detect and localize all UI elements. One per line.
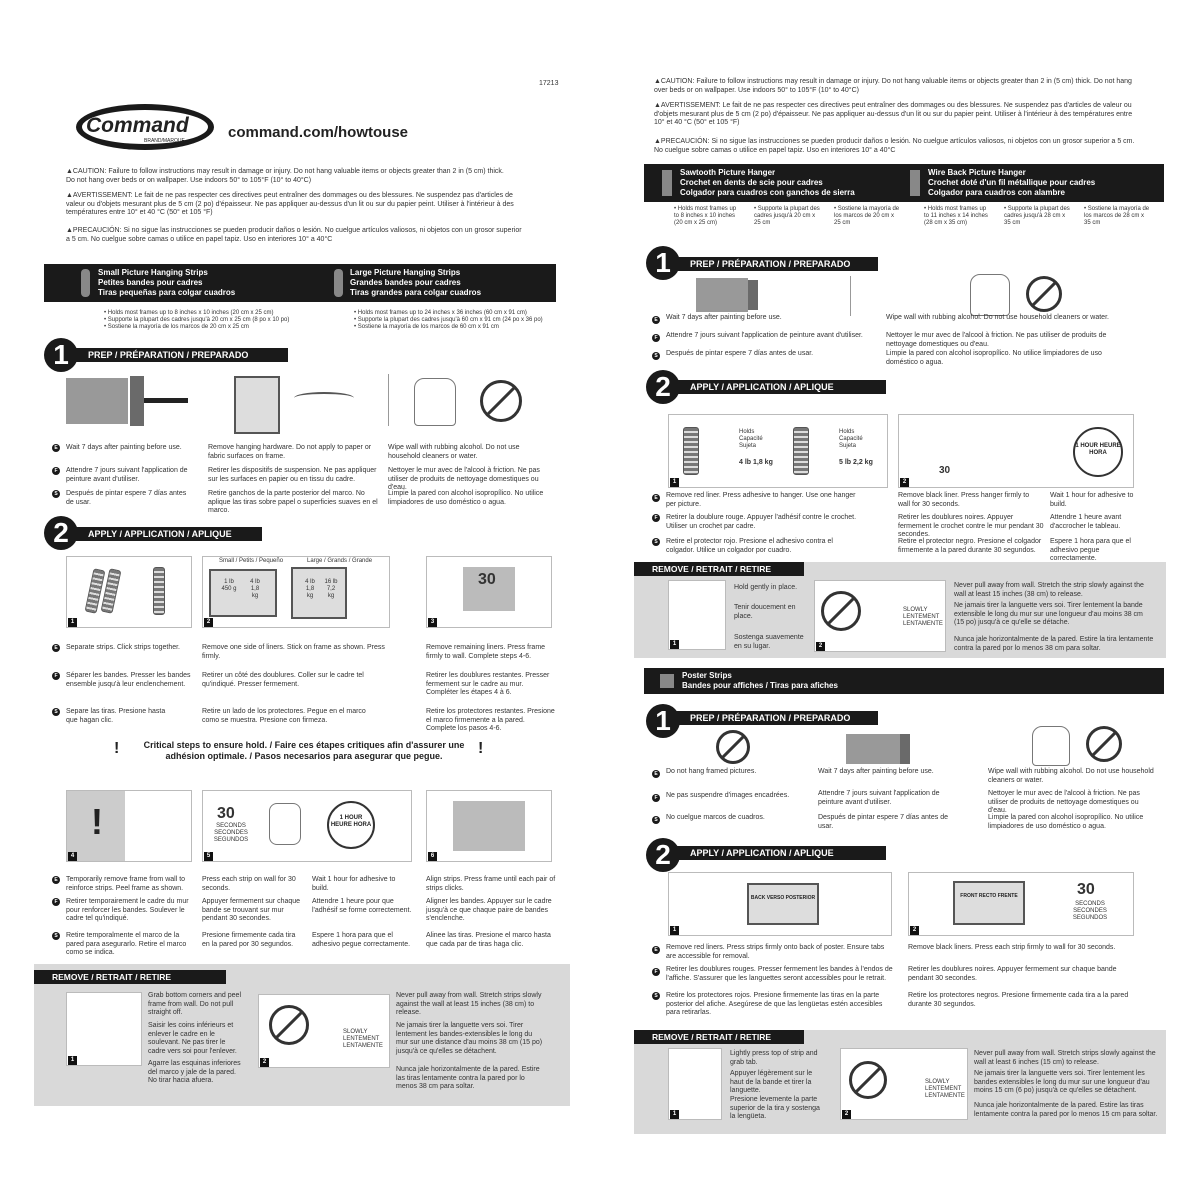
poster-apply-2-fr: Retirer les doublures noires. Appuyer fermement sur chaque bande pendant 30 secondes. <box>908 966 1117 982</box>
wipe-hand-icon <box>970 274 1010 316</box>
roller-handle <box>144 398 188 403</box>
wire-es: Colgador para cuadros con alambre <box>928 188 1065 197</box>
hanger-1-es: Retire el protector rojo. Presione el adhesivo contra el colgador. Utilice un colgador por cuadro. <box>666 538 833 554</box>
poster-prep-2-es: Después de pintar espere 7 días antes de usar. <box>818 814 948 830</box>
apply-2-fr: Retirer un côté des doublures. Coller sur le cadre tel qu'indiqué. Presser fermement. <box>202 672 364 688</box>
holds-label: Holds Capacité Sujeta <box>839 429 863 449</box>
caution-fr: ▲AVERTISSEMENT: Le fait de ne pas respecter ces directives peut entraîner des dommages ou des blessures. Ne suspendez pas d'articles de valeur ou d'objets mesurant plus de 5 cm (2 po) d'épaisseur. Ne pas appliquer au-dessus d'un lit ou sur du papier peint. Utiliser à l'intérieur à des températures entre 10° et 40 °C (50° et 105 °F) <box>654 102 1133 126</box>
en-marker: E <box>652 946 660 954</box>
remove-2-fr: Ne jamais tirer la languette vers soi. Tirer lentement les bandes-extensibles le long du mur sur une distance d'au moins 38 cm (15 po) jusqu'à ce qu'elles se détachent. <box>396 1022 543 1055</box>
one-hour-badge: 1 HOUR HEURE HORA <box>327 801 375 849</box>
en-marker: E <box>652 494 660 502</box>
thirty-number: 30 <box>217 805 235 822</box>
hanger-apply-panel-1: Holds Capacité Sujeta 4 lb 1,8 kg Holds Capacité Sujeta 5 lb 2,2 kg 1 <box>668 414 888 488</box>
hanger-remove-panel-1: 1 <box>668 580 726 650</box>
step-1-circle: 1 <box>646 246 680 280</box>
hanger-1-en: Remove red liner. Press adhesive to hanger. Use one hanger per picture. <box>666 492 856 508</box>
poster-apply-2-es: Retire los protectores negros. Presione firmemente cada tira a la pared durante 30 segundos. <box>908 992 1129 1008</box>
sawtooth-spec-2: • Supporte la plupart des cadres jusqu'à 20 cm x 25 cm <box>754 206 820 226</box>
hanger-remove-header: REMOVE / RETRAIT / RETIRE <box>634 562 804 576</box>
step-1-circle: 1 <box>44 338 78 372</box>
poster-prep-2-fr: Attendre 7 jours suivant l'application de peinture avant d'utiliser. <box>818 790 940 806</box>
logo-subtext: BRAND/MARQUE <box>144 138 185 144</box>
wire-spec-1: • Holds most frames up to 11 inches x 14 inches (28 cm x 35 cm) <box>924 206 988 226</box>
poster-en: Poster Strips <box>682 671 732 680</box>
apply-panel-2: Small / Petits / Pequeño Large / Grands / Grande 1 lb 450 g 4 lb 1,8 kg 4 lb 1,8 kg 16 lb 7,2 kg 2 <box>202 556 390 628</box>
prep-1-fr: Attendre 7 jours suivant l'application de peinture avant d'utiliser. <box>66 467 188 483</box>
hanger-2-es: Retire el protector negro. Presione el colgador firmemente a la pared durante 30 segundos. <box>898 538 1042 554</box>
small-spec-3: • Sostiene la mayoría de los marcos de 20 cm x 25 cm <box>104 324 249 330</box>
prep-a-fr: Attendre 7 jours suivant l'application de peinture avant d'utiliser. <box>666 332 863 339</box>
slowly-label: SLOWLY LENTEMENT LENTAMENTE <box>903 607 943 627</box>
prep-2-fr: Retirer les dispositifs de suspension. Ne pas appliquer sur les surfaces en papier ou en tissu du cadre. <box>208 467 377 483</box>
poster-apply-1-en: Remove red liners. Press strips firmly onto back of poster. Ensure tabs are accessible for removal. <box>666 944 885 960</box>
logo-text: Command <box>86 114 189 137</box>
no-frame-icon <box>716 730 750 764</box>
thirty-number: 30 <box>478 571 496 588</box>
poster-prep-2-en: Wait 7 days after painting before use. <box>818 768 934 775</box>
poster-remove-2-fr: Ne jamais tirer la languette vers soi. Tirer lentement les bandes extensibles le long du mur sur une longueur d'au moins 15 cm (6 po) jusqu'à ce qu'elles se détachent. <box>974 1070 1150 1094</box>
apply-3-en: Remove remaining liners. Press frame firmly to wall. Complete steps 4-6. <box>426 644 546 660</box>
slowly-label: SLOWLY LENTEMENT LENTAMENTE <box>343 1029 383 1049</box>
hanger-remove-panel-2: SLOWLY LENTEMENT LENTAMENTE 2 <box>814 580 946 652</box>
apply-panel-1: 1 <box>66 556 192 628</box>
divider <box>850 276 851 316</box>
remove-1-es: Agarre las esquinas inferiores del marco y jale de la pared. No tirar hacia afuera. <box>148 1060 241 1084</box>
large-capacity-1: 4 lb 1,8 kg <box>305 579 315 599</box>
poster-apply-panel-2: FRONT RECTO FRENTE 30 SECONDS SECONDES SEGUNDOS 2 <box>908 872 1134 936</box>
poster-product-bar <box>644 668 1164 694</box>
seconds-label: SECONDS SECONDES SEGUNDOS <box>1072 901 1108 921</box>
step-2-circle: 2 <box>646 838 680 872</box>
crit-4-fr: Retirer temporairement le cadre du mur pour renforcer les bandes. Soulever le cadre tel qu'indiqué. <box>66 898 189 922</box>
paint-roller-icon <box>900 734 910 764</box>
critical-panel-5: 30 SECONDS SECONDES SEGUNDOS 1 HOUR HEURE HORA 5 <box>202 790 412 862</box>
product-code: 17213 <box>539 80 559 87</box>
hanger-3-es: Espere 1 hora para que el adhesivo pegue correctamente. <box>1050 538 1131 562</box>
prep-a-es: Después de pintar espere 7 días antes de usar. <box>666 350 814 357</box>
wipe-hand-icon <box>414 378 456 426</box>
step-1-header: PREP / PRÉPARATION / PREPARADO <box>672 257 878 271</box>
crit-5-fr: Appuyer fermement sur chaque bande se trouvant sur mur pendant 30 secondes. <box>202 898 301 922</box>
poster-apply-1-fr: Retirer les doublures rouges. Presser fermement les bandes à l'endos de l'affiche. S'assurer que les languettes seront accessibles pour le retrait. <box>666 966 893 982</box>
back-label: BACK VERSO POSTERIOR <box>747 883 819 925</box>
poster-remove-panel-1: 1 <box>668 1048 722 1120</box>
step-1-circle: 1 <box>646 704 680 738</box>
en-marker: E <box>52 876 60 884</box>
prep-3-fr: Nettoyer le mur avec de l'alcool à friction. Ne pas utiliser de produits de nettoyage domestiques ou d'eau. <box>388 467 540 491</box>
poster-remove-1-es: Presione levemente la parte superior de la tira y sostenga la lengüeta. <box>730 1096 820 1120</box>
es-marker: S <box>652 538 660 546</box>
caution-fr: ▲AVERTISSEMENT: Le fait de ne pas respecter ces directives peut entraîner des dommages ou des blessures. Ne suspendez pas d'articles de valeur ou d'objets mesurant plus de 5 cm (2 po) d'épaisseur. Ne pas appliquer au-dessus d'un lit ou sur du papier peint. Utiliser à l'intérieur à des températures entre 10° et 40 °C (50° et 105 °F) <box>66 192 514 216</box>
hanging-wire-icon <box>294 392 354 404</box>
sawtooth-fr: Crochet en dents de scie pour cadres <box>680 178 823 187</box>
painted-wall-illustration <box>846 734 900 764</box>
poster-apply-panel-1: BACK VERSO POSTERIOR 1 <box>668 872 892 936</box>
crit-4-en: Temporarily remove frame from wall to reinforce strips. Peel frame as shown. <box>66 876 186 892</box>
hanger-remove-2-en: Never pull away from wall. Stretch the strip slowly against the wall at least 15 inches (38 cm) to release. <box>954 582 1144 598</box>
small-strips-fr: Petites bandes pour cadres <box>98 278 203 287</box>
small-capacity-2: 4 lb 1,8 kg <box>250 579 260 599</box>
sawtooth-en: Sawtooth Picture Hanger <box>680 168 776 177</box>
poster-remove-1-fr: Appuyer légèrement sur le haut de la bande et tirer la languette. <box>730 1070 813 1094</box>
crit-6-fr: Aligner les bandes. Appuyer sur le cadre jusqu'à ce que chaque paire de bandes s'enclenche. <box>426 898 552 922</box>
es-marker: S <box>52 932 60 940</box>
paint-roller-icon <box>748 280 758 310</box>
poster-fr-es: Bandes pour affiches / Tiras para afiches <box>682 681 838 690</box>
right-instruction-sheet <box>634 74 1166 1134</box>
seconds-label: SECONDS SECONDES SEGUNDOS <box>213 823 249 843</box>
crit-6-es: Alinee las tiras. Presione el marco hasta que cada par de tiras haga clic. <box>426 932 551 948</box>
poster-step-1-header: PREP / PRÉPARATION / PREPARADO <box>672 711 878 725</box>
apply-1-fr: Séparer les bandes. Presser les bandes ensemble jusqu'à leur enclenchement. <box>66 672 191 688</box>
step-2-header: APPLY / APPLICATION / APLIQUE <box>672 380 886 394</box>
critical-panel-4: ! 4 <box>66 790 192 862</box>
small-capacity-1: 1 lb 450 g <box>221 579 237 592</box>
es-marker: S <box>652 816 660 824</box>
en-marker: E <box>652 316 660 324</box>
hanger-remove-1-fr: Tenir doucement en place. <box>734 604 796 620</box>
exclamation-icon: ! <box>114 740 120 757</box>
no-cleaner-icon <box>1026 276 1062 312</box>
thirty-number: 30 <box>939 465 951 476</box>
crit-6-en: Align strips. Press frame until each pair of strips clicks. <box>426 876 556 892</box>
exclamation-icon: ! <box>478 740 484 757</box>
hanger-remove-2-fr: Ne jamais tirer la languette vers soi. Tirer lentement la bande extensible le long du mur sur une longueur d'au moins 38 cm (15 po) jusqu'à ce qu'elle se détache. <box>954 602 1143 626</box>
apply-panel-3: 30 3 <box>426 556 552 628</box>
large-spec-1: • Holds most frames up to 24 inches x 36 inches (60 cm x 91 cm) <box>354 310 527 316</box>
holds-label: Holds Capacité Sujeta <box>739 429 763 449</box>
hanger-3-fr: Attendre 1 heure avant d'accrocher le tableau. <box>1050 514 1122 530</box>
poster-remove-header: REMOVE / RETRAIT / RETIRE <box>634 1030 804 1044</box>
poster-prep-3-es: Limpie la pared con alcohol isopropílico. No utilice limpiadores de uso doméstico o agua. <box>988 814 1144 830</box>
caution-en: ▲CAUTION: Failure to follow instructions may result in damage or injury. Do not hang valuable items or objects greater than 2 in (5 cm) thick. Do not hang over beds or on wallpaper. Use indoors 50° to 105°F (10° to 40°C) <box>654 78 1132 94</box>
sawtooth-es: Colgador para cuadros con ganchos de sierra <box>680 188 855 197</box>
small-strips-es: Tiras pequeñas para colgar cuadros <box>98 288 236 297</box>
prep-2-es: Retire ganchos de la parte posterior del marco. No aplique las tiras sobre papel o superficies suaves en el marco. <box>208 490 378 514</box>
fr-marker: F <box>652 514 660 522</box>
paint-roller-icon <box>130 376 144 426</box>
poster-prep-3-en: Wipe wall with rubbing alcohol. Do not use household cleaners or water. <box>988 768 1154 784</box>
remove-1-fr: Saisir les coins inférieurs et enlever le cadre en le soulevant. Ne pas tirer le cadre vers soi pour l'enlever. <box>148 1022 237 1055</box>
poster-prep-3-fr: Nettoyer le mur avec de l'alcool à friction. Ne pas utiliser de produits de nettoyage domestiques ou d'eau. <box>988 790 1140 814</box>
wire-spec-3: • Sostiene la mayoría de los marcos de 28 cm x 35 cm <box>1084 206 1150 226</box>
step-1-header: PREP / PRÉPARATION / PREPARADO <box>70 348 288 362</box>
small-spec-1: • Holds most frames up to 8 inches x 10 inches (20 cm x 25 cm) <box>104 310 274 316</box>
sawtooth-spec-3: • Sostiene la mayoría de los marcos de 20 cm x 25 cm <box>834 206 900 226</box>
hanger-3-en: Wait 1 hour for adhesive to build. <box>1050 492 1134 508</box>
poster-remove-1-en: Lightly press top of strip and grab tab. <box>730 1050 818 1066</box>
large-spec-3: • Sostiene la mayoría de los marcos de 60 cm x 91 cm <box>354 324 499 330</box>
wire-spec-2: • Supporte la plupart des cadres jusqu'à 28 cm x 35 cm <box>1004 206 1070 226</box>
wipe-hand-icon <box>1032 726 1070 766</box>
es-marker: S <box>52 708 60 716</box>
apply-1-es: Separe las tiras. Presione hasta que hagan clic. <box>66 708 166 724</box>
fr-marker: F <box>52 672 60 680</box>
en-marker: E <box>52 444 60 452</box>
fr-marker: F <box>52 467 60 475</box>
hanger-product-bar <box>644 164 1164 202</box>
small-label: Small / Petits / Pequeño <box>219 558 284 564</box>
poster-remove-2-es: Nunca jale horizontalmente de la pared. Estire las tiras lentamente contra la pared por lo menos 15 cm para soltar. <box>974 1102 1158 1118</box>
prep-1-en: Wait 7 days after painting before use. <box>66 444 182 451</box>
critical-panel-6: 6 <box>426 790 552 862</box>
remove-panel-1: 1 <box>66 992 142 1066</box>
crit-hour-en: Wait 1 hour for adhesive to build. <box>312 876 396 892</box>
hanger-apply-panel-2: 30 1 HOUR HEURE HORA 2 <box>898 414 1134 488</box>
slowly-label: SLOWLY LENTEMENT LENTAMENTE <box>925 1079 965 1099</box>
prep-2-en: Remove hanging hardware. Do not apply to paper or fabric surfaces on frame. <box>208 444 372 460</box>
no-cleaner-icon <box>1086 726 1122 762</box>
remove-2-es: Nunca jale horizontalmente de la pared. Estire las tiras lentamente contra la pared por lo menos 38 cm para soltar. <box>396 1066 540 1090</box>
small-spec-2: • Supporte la plupart des cadres jusqu'à 20 cm x 25 cm (8 po x 10 po) <box>104 317 290 323</box>
crit-5-en: Press each strip on wall for 30 seconds. <box>202 876 296 892</box>
es-marker: S <box>652 992 660 1000</box>
remove-header: REMOVE / RETRAIT / RETIRE <box>34 970 226 984</box>
no-cleaner-icon <box>480 380 522 422</box>
command-logo <box>76 104 214 150</box>
poster-remove-panel-2: SLOWLY LENTEMENT LENTAMENTE 2 <box>840 1048 968 1120</box>
step-2-header: APPLY / APPLICATION / APLIQUE <box>70 527 262 541</box>
fr-marker: F <box>652 968 660 976</box>
es-marker: S <box>52 490 60 498</box>
large-spec-2: • Supporte la plupart des cadres jusqu'à 60 cm x 91 cm (24 po x 36 po) <box>354 317 543 323</box>
step-2-circle: 2 <box>646 370 680 404</box>
prep-b-en: Wipe wall with rubbing alcohol. Do not use household cleaners or water. <box>886 314 1109 321</box>
front-label: FRONT RECTO FRENTE <box>953 881 1025 925</box>
poster-prep-1-fr: Ne pas suspendre d'images encadrées. <box>666 792 790 799</box>
wire-fr: Crochet doté d'un fil métallique pour cadres <box>928 178 1096 187</box>
es-marker: S <box>652 352 660 360</box>
hanger-1-fr: Retirer la doublure rouge. Appuyer l'adhésif contre le crochet. Utiliser un crochet par cadre. <box>666 514 857 530</box>
fr-marker: F <box>652 794 660 802</box>
hanger-remove-1-es: Sostenga suavemente en su lugar. <box>734 634 804 650</box>
apply-2-es: Retire un lado de los protectores. Pegue en el marco como se muestra. Presione con firmeza. <box>202 708 366 724</box>
caution-es: ▲PRECAUCIÓN: Si no sigue las instrucciones se pueden producir daños o lesión. No cuelgue artículos valiosos, ni objetos con un grosor superior a 5 cm. No cuelgue sobre camas o utilice en papel tapiz. Uso en interiores 10° a 40°C <box>654 138 1135 154</box>
sawtooth-capacity: 4 lb 1,8 kg <box>739 459 773 466</box>
hanger-remove-1-en: Hold gently in place. <box>734 584 798 591</box>
apply-3-fr: Retirer les doublures restantes. Presser fermement sur le cadre au mur. Compléter les étapes 4 à 6. <box>426 672 550 696</box>
crit-hour-es: Espere 1 hora para que el adhesivo pegue correctamente. <box>312 932 411 948</box>
prep-1-es: Después de pintar espere 7 días antes de usar. <box>66 490 187 506</box>
critical-steps-banner: Critical steps to ensure hold. / Faire ces étapes critiques afin d'assurer une adhésion optimale. / Pasos necesarios para asegurar que pegue. <box>143 740 465 761</box>
apply-1-en: Separate strips. Click strips together. <box>66 644 180 651</box>
wire-capacity: 5 lb 2,2 kg <box>839 459 873 466</box>
apply-2-en: Remove one side of liners. Stick on frame as shown. Press firmly. <box>202 644 385 660</box>
caution-en: ▲CAUTION: Failure to follow instructions may result in damage or injury. Do not hang valuable items or objects greater than 2 in (5 cm) thick. Do not hang over beds or on wallpaper. Use indoors 50° to 105°F (10° to 40°C) <box>66 168 504 184</box>
one-hour-badge: 1 HOUR HEURE HORA <box>1073 427 1123 477</box>
prep-a-en: Wait 7 days after painting before use. <box>666 314 782 321</box>
crit-5-es: Presione firmemente cada tira en la pared por 30 segundos. <box>202 932 296 948</box>
frame-back-illustration <box>234 376 280 434</box>
large-strips-fr: Grandes bandes pour cadres <box>350 278 461 287</box>
prep-b-fr: Nettoyer le mur avec de l'alcool à friction. Ne pas utiliser de produits de nettoyage domestiques ou d'eau. <box>886 332 1107 348</box>
apply-3-es: Retire los protectores restantes. Presione el marco firmemente a la pared. Complete los pasos 4-6. <box>426 708 555 732</box>
poster-apply-1-es: Retire los protectores rojos. Presione firmemente las tiras en la parte posterior del afiche. Asegúrese de que las lengüetas estén accesibles para retirarlas. <box>666 992 883 1016</box>
large-strips-en: Large Picture Hanging Strips <box>350 268 461 277</box>
caution-es: ▲PRECAUCIÓN: Si no sigue las instrucciones se pueden producir daños o lesión. No cuelgue artículos valiosos, ni objetos con un grosor superior a 5 cm. No cuelgue sobre camas o utilice en papel tapiz. Uso en interiores 10° a 40°C <box>66 227 522 243</box>
poster-apply-2-en: Remove black liners. Press each strip firmly to wall for 30 seconds. <box>908 944 1116 951</box>
painted-wall-illustration <box>696 278 748 312</box>
divider <box>388 374 389 426</box>
poster-remove-2-en: Never pull away from wall. Stretch strips slowly against the wall at least 6 inches (15 cm) to release. <box>974 1050 1156 1066</box>
howto-url: command.com/howtouse <box>228 124 409 141</box>
poster-prep-1-en: Do not hang framed pictures. <box>666 768 757 775</box>
painted-wall-illustration <box>66 378 128 424</box>
crit-hour-fr: Attendre 1 heure pour que l'adhésif se forme correctement. <box>312 898 412 914</box>
remove-1-en: Grab bottom corners and peel frame from wall. Do not pull straight off. <box>148 992 241 1016</box>
en-marker: E <box>652 770 660 778</box>
wire-en: Wire Back Picture Hanger <box>928 168 1026 177</box>
remove-panel-2: SLOWLY LENTEMENT LENTAMENTE 2 <box>258 994 390 1068</box>
large-capacity-2: 16 lb 7,2 kg <box>324 579 338 599</box>
hanger-2-en: Remove black liner. Press hanger firmly to wall for 30 seconds. <box>898 492 1030 508</box>
remove-2-en: Never pull away from wall. Stretch strips slowly against the wall at least 15 inches (38 cm) to release. <box>396 992 542 1016</box>
sawtooth-spec-1: • Holds most frames up to 8 inches x 10 inches (20 cm x 25 cm) <box>674 206 737 226</box>
small-strips-en: Small Picture Hanging Strips <box>98 268 208 277</box>
product-bar <box>44 264 556 302</box>
prep-3-es: Limpie la pared con alcohol isopropílico. No utilice limpiadores de uso doméstico o agua. <box>388 490 544 506</box>
fr-marker: F <box>52 898 60 906</box>
poster-step-2-header: APPLY / APPLICATION / APLIQUE <box>672 846 886 860</box>
fr-marker: F <box>652 334 660 342</box>
prep-3-en: Wipe wall with rubbing alcohol. Do not use household cleaners or water. <box>388 444 520 460</box>
step-2-circle: 2 <box>44 516 78 550</box>
en-marker: E <box>52 644 60 652</box>
poster-prep-1-es: No cuelgue marcos de cuadros. <box>666 814 765 821</box>
crit-4-es: Retire temporalmente el marco de la pared para asegurarlo. Retire el marco como se indica. <box>66 932 187 956</box>
hanger-2-fr: Retirer les doublures noires. Appuyer fermement le crochet contre le mur pendant 30 secondes. <box>898 514 1044 538</box>
prep-b-es: Limpie la pared con alcohol isopropílico. No utilice limpiadores de uso doméstico o agua. <box>886 350 1102 366</box>
large-label: Large / Grands / Grande <box>307 558 373 564</box>
thirty-number: 30 <box>1077 881 1095 898</box>
large-strips-es: Tiras grandes para colgar cuadros <box>350 288 482 297</box>
left-instruction-sheet <box>34 76 570 1106</box>
hanger-remove-2-es: Nunca jale horizontalmente de la pared. Estire la tira lentamente contra la pared por lo menos 38 cm para soltar. <box>954 636 1154 652</box>
